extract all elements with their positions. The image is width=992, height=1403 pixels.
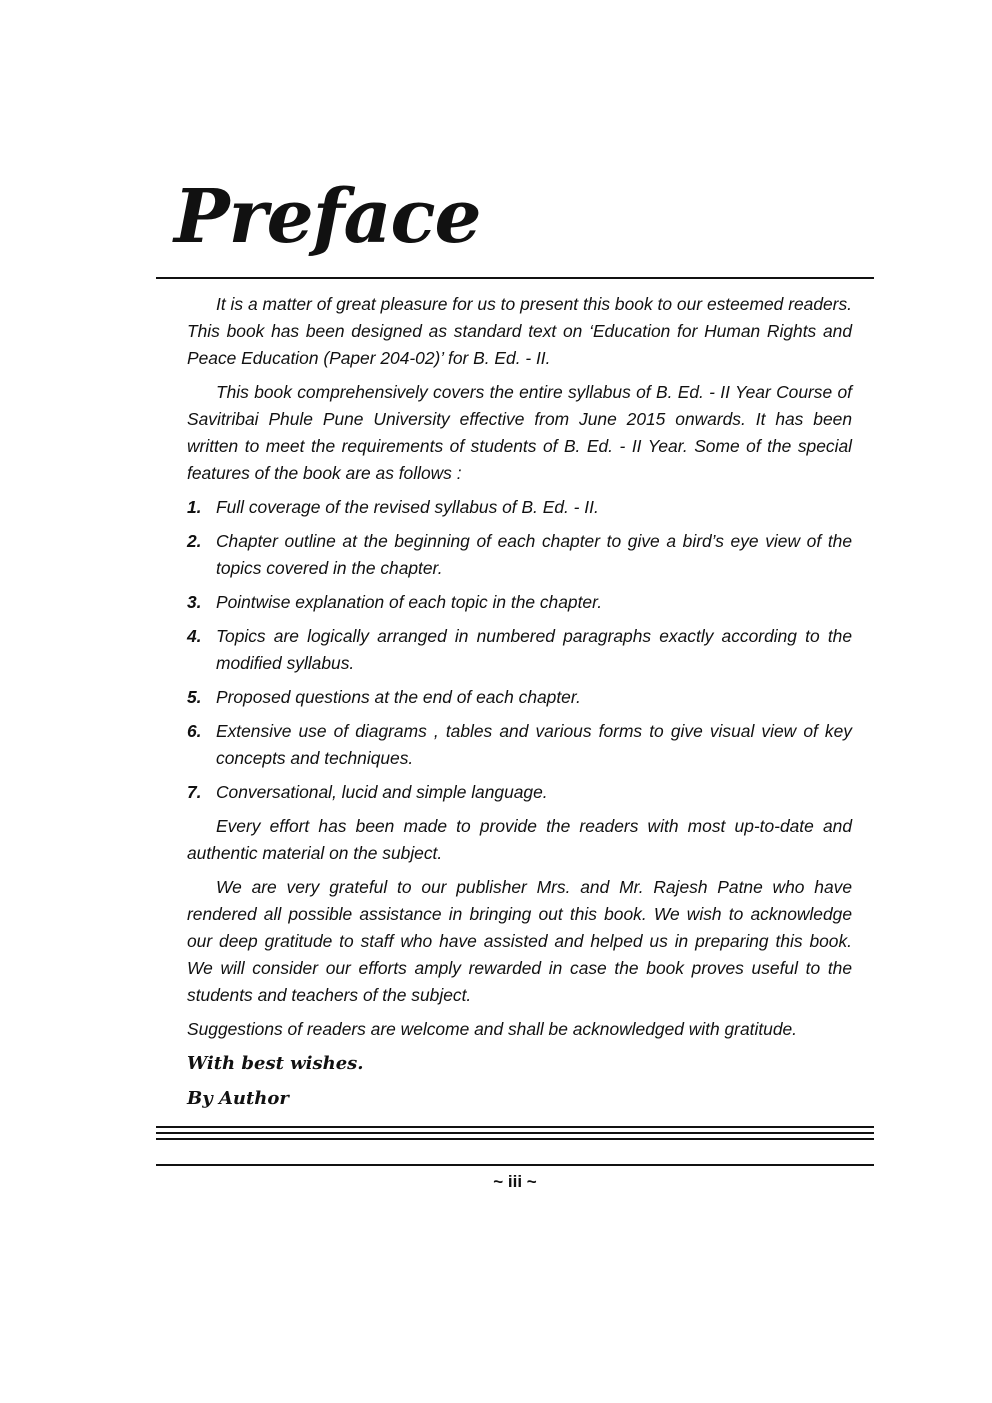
- list-item-number: 3.: [187, 592, 202, 612]
- list-item: [187, 779, 852, 806]
- features-list: [187, 494, 852, 806]
- title-divider: [156, 277, 874, 279]
- signature-line: By Author: [187, 1088, 289, 1109]
- list-item-text: Conversational, lucid and simple language.: [216, 782, 548, 802]
- page-number: ~ iii ~: [493, 1172, 537, 1191]
- list-item-number: 7.: [187, 782, 202, 802]
- list-item-text: Chapter outline at the beginning of each chapter to give a bird’s eye view of the topics covered in the chapter.: [216, 531, 852, 578]
- gratitude-paragraph: We are very grateful to our publisher Mrs. and Mr. Rajesh Patne who have rendered all possible assistance in bringing out this book. We wish to acknowledge our deep gratitude to staff who have assisted and helped us in preparing this book. We will consider our efforts amply rewarded in case the book proves useful to the students and teachers of the subject.: [187, 877, 852, 1005]
- intro-paragraph: It is a matter of great pleasure for us to present this book to our esteemed readers. This book has been designed as standard text on ‘Education for Human Rights and Peace Education (Paper 204-02)’ for B. Ed. - II.: [187, 294, 852, 368]
- list-item-number: 4.: [187, 626, 202, 646]
- list-item-number: 2.: [187, 531, 202, 551]
- list-item-text: Extensive use of diagrams , tables and various forms to give visual view of key concepts and techniques.: [216, 721, 852, 768]
- list-item: [187, 589, 852, 616]
- suggestions-line: Suggestions of readers are welcome and shall be acknowledged with gratitude.: [187, 1019, 798, 1039]
- effort-paragraph: Every effort has been made to provide the readers with most up-to-date and authentic material on the subject.: [187, 816, 852, 863]
- list-item-text: Pointwise explanation of each topic in the chapter.: [216, 592, 603, 612]
- end-divider: [156, 1126, 874, 1140]
- syllabus-paragraph: This book comprehensively covers the entire syllabus of B. Ed. - II Year Course of Savitribai Phule Pune University effective from June 2015 onwards. It has been written to meet the requirements of students of B. Ed. - II Year. Some of the special features of the book are as follows :: [187, 382, 852, 483]
- page-title: Preface: [174, 174, 481, 260]
- list-item-text: Proposed questions at the end of each chapter.: [216, 687, 581, 707]
- footer-divider: [156, 1164, 874, 1166]
- list-item-number: 6.: [187, 721, 202, 741]
- preface-body: [187, 291, 852, 1120]
- list-item-number: 1.: [187, 497, 202, 517]
- list-item: [187, 684, 852, 711]
- wishes-line: With best wishes.: [187, 1053, 364, 1074]
- list-item: [187, 528, 852, 582]
- list-item-text: Topics are logically arranged in numbered paragraphs exactly according to the modified syllabus.: [216, 626, 852, 673]
- list-item-number: 5.: [187, 687, 202, 707]
- list-item: [187, 623, 852, 677]
- list-item: [187, 718, 852, 772]
- list-item: [187, 494, 852, 521]
- list-item-text: Full coverage of the revised syllabus of B. Ed. - II.: [216, 497, 599, 517]
